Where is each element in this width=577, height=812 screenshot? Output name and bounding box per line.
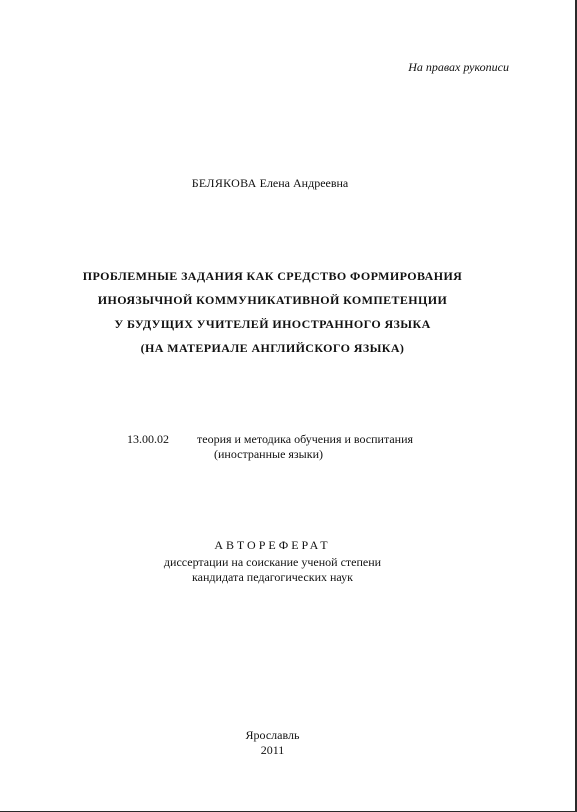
- author-surname: БЕЛЯКОВА: [191, 176, 257, 190]
- title-line: (НА МАТЕРИАЛЕ АНГЛИЙСКОГО ЯЗЫКА): [140, 341, 405, 355]
- title-line: ИНОЯЗЫЧНОЙ КОММУНИКАТИВНОЙ КОМПЕТЕНЦИИ: [97, 293, 448, 307]
- title-line: ПРОБЛЕМНЫЕ ЗАДАНИЯ КАК СРЕДСТВО ФОРМИРОВАНИЯ: [82, 269, 463, 283]
- title-line: У БУДУЩИХ УЧИТЕЛЕЙ ИНОСТРАННОГО ЯЗЫКА: [114, 317, 431, 331]
- author-given-names: Елена Андреевна: [259, 176, 349, 190]
- rights-note: На правах рукописи: [408, 60, 509, 74]
- dissertation-title: [0, 264, 545, 360]
- abstract-line: кандидата педагогических наук: [192, 570, 353, 584]
- specialty-block: [127, 432, 413, 462]
- specialty-name: теория и методика обучения и воспитания: [197, 432, 414, 446]
- abstract-line: диссертации на соискание ученой степени: [163, 555, 382, 569]
- specialty-code: 13.00.02: [127, 432, 169, 446]
- specialty-subname: (иностранные языки): [214, 447, 323, 461]
- abstract-block: [0, 538, 545, 585]
- publication-place: [0, 728, 545, 758]
- abstract-heading: АВТОРЕФЕРАТ: [214, 538, 331, 552]
- author-name: [0, 176, 540, 191]
- publication-year: 2011: [260, 743, 285, 757]
- publication-city: Ярославль: [245, 728, 300, 742]
